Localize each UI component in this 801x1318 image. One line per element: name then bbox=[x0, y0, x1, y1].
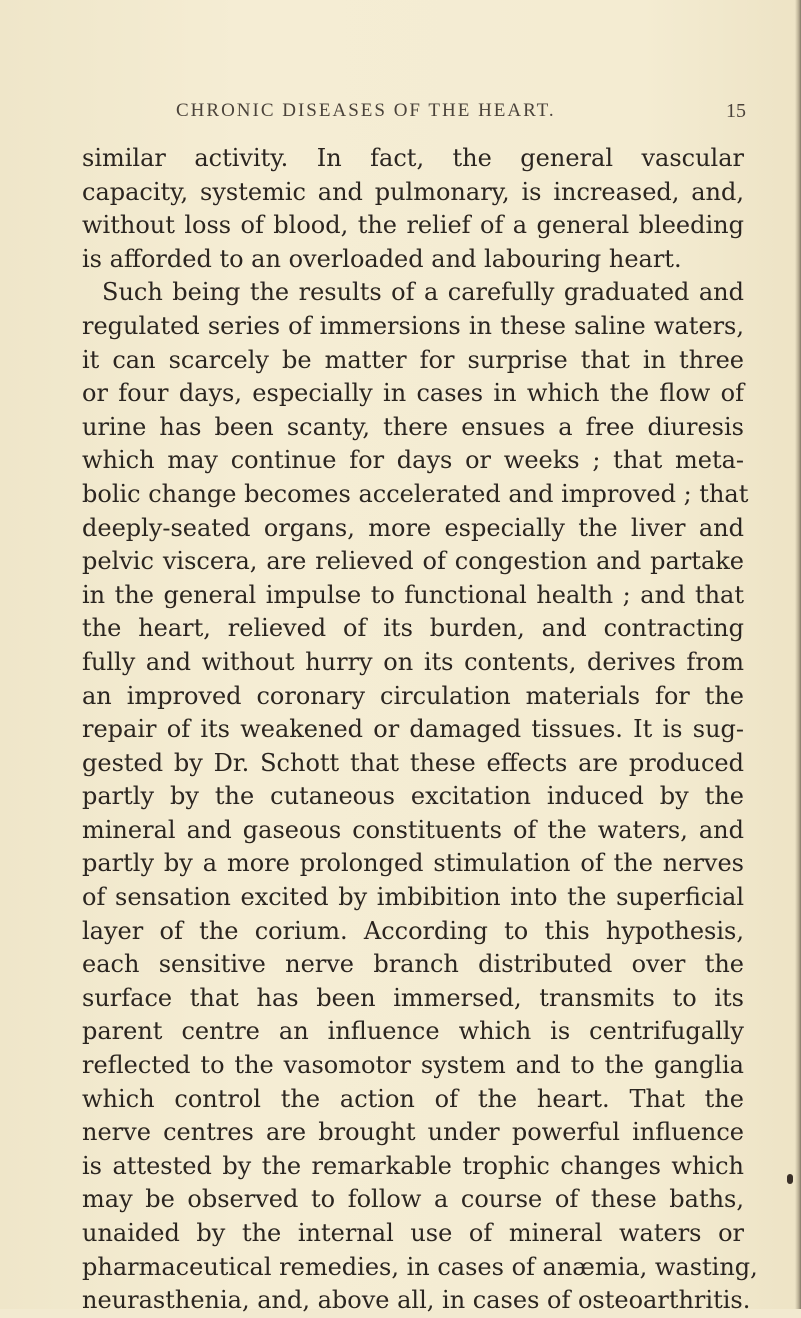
text-line: is afforded to an overloaded and labouring heart. bbox=[82, 244, 682, 273]
text-line: regulated series of immersions in these saline waters, bbox=[82, 311, 744, 340]
text-line: or four days, especially in cases in which the flow of bbox=[82, 379, 744, 408]
text-line: partly by the cutaneous excitation induced by the bbox=[82, 782, 744, 811]
text-line: it can scarcely be matter for surprise that in three bbox=[82, 345, 744, 374]
page-number: 15 bbox=[726, 100, 746, 122]
text-line: in the general impulse to functional health ; and that bbox=[82, 580, 744, 609]
text-line: which may continue for days or weeks ; that meta- bbox=[82, 446, 744, 475]
text-line: capacity, systemic and pulmonary, is increased, and, bbox=[82, 177, 744, 206]
text-line: nerve centres are brought under powerful influence bbox=[82, 1118, 744, 1147]
text-line: each sensitive nerve branch distributed over the bbox=[82, 950, 744, 979]
text-line: parent centre an influence which is centrifugally bbox=[82, 1017, 744, 1046]
text-line: bolic change becomes accelerated and improved ; that bbox=[82, 479, 749, 508]
text-line: layer of the corium. According to this hypothesis, bbox=[82, 916, 744, 945]
text-line: deeply-seated organs, more especially the liver and bbox=[82, 513, 744, 542]
page-header bbox=[176, 100, 746, 130]
running-title: CHRONIC DISEASES OF THE HEART. bbox=[176, 100, 556, 121]
text-line: an improved coronary circulation materials for the bbox=[82, 681, 744, 710]
page-edge-shadow bbox=[795, 0, 801, 1309]
text-line: gested by Dr. Schott that these effects are produced bbox=[82, 748, 744, 777]
text-line: pharmaceutical remedies, in cases of anæmia, wasting, bbox=[82, 1252, 758, 1281]
text-line: urine has been scanty, there ensues a free diuresis bbox=[82, 412, 744, 441]
text-line: partly by a more prolonged stimulation of the nerves bbox=[82, 849, 744, 878]
text-line: which control the action of the heart. That the bbox=[82, 1084, 744, 1113]
text-line: reflected to the vasomotor system and to the ganglia bbox=[82, 1051, 744, 1080]
text-line: unaided by the internal use of mineral waters or bbox=[82, 1219, 744, 1247]
text-line: repair of its weakened or damaged tissues. It is sug- bbox=[82, 715, 744, 744]
text-line: surface that has been immersed, transmits to its bbox=[82, 983, 744, 1012]
text-line: similar activity. In fact, the general vascular bbox=[82, 144, 744, 172]
text-line: mineral and gaseous constituents of the waters, and bbox=[82, 815, 744, 844]
text-line: pelvic viscera, are relieved of congestion and partake bbox=[82, 547, 744, 576]
body-text bbox=[82, 142, 758, 1318]
text-line: fully and without hurry on its contents, derives from bbox=[82, 647, 744, 676]
text-line: may be observed to follow a course of these baths, bbox=[82, 1185, 744, 1214]
text-line: the heart, relieved of its burden, and contracting bbox=[82, 614, 744, 643]
ink-speck bbox=[787, 1174, 793, 1184]
text-line: is attested by the remarkable trophic changes which bbox=[82, 1151, 744, 1180]
text-line: without loss of blood, the relief of a general bleeding bbox=[82, 211, 744, 240]
text-line: neurasthenia, and, above all, in cases of osteoarthritis. bbox=[82, 1286, 751, 1315]
text-line: Such being the results of a carefully graduated and bbox=[102, 278, 744, 307]
text-line: of sensation excited by imbibition into the superficial bbox=[82, 883, 744, 912]
